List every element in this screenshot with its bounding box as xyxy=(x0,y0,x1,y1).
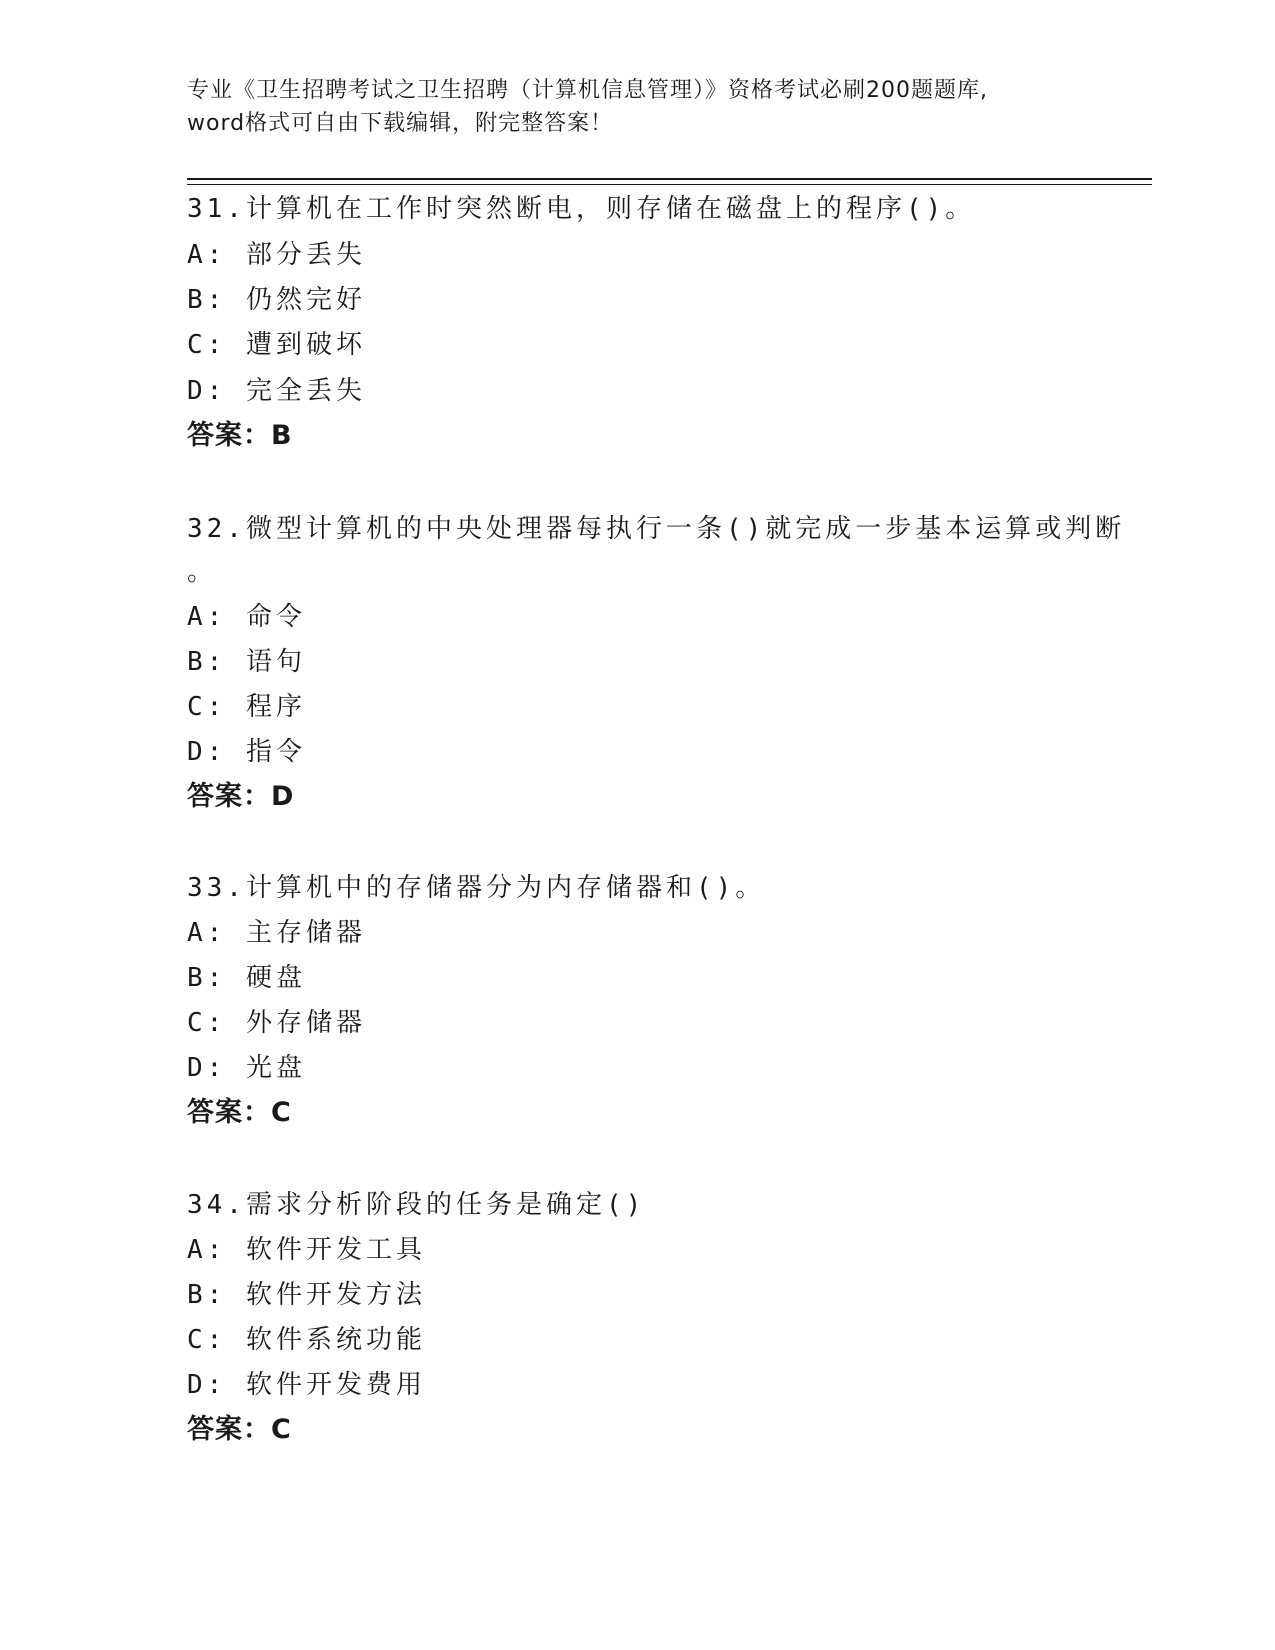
question-32-option-d: D: 指令 xyxy=(187,737,306,767)
header-divider-thick xyxy=(187,178,1152,180)
question-31-option-d: D: 完全丢失 xyxy=(187,376,366,406)
question-33-option-a: A: 主存储器 xyxy=(187,918,366,948)
question-33-option-c: C: 外存储器 xyxy=(187,1008,366,1038)
question-34-option-a: A: 软件开发工具 xyxy=(187,1235,426,1265)
question-33-stem: 33.计算机中的存储器分为内存储器和()。 xyxy=(187,873,766,903)
question-31-answer: 答案：B xyxy=(187,420,293,451)
header-divider-thin xyxy=(187,184,1152,185)
question-32-option-c: C: 程序 xyxy=(187,692,306,722)
question-31-option-c: C: 遭到破坏 xyxy=(187,330,366,360)
question-32-option-a: A: 命令 xyxy=(187,602,306,632)
question-31-option-a: A: 部分丢失 xyxy=(187,240,366,270)
question-33-option-b: B: 硬盘 xyxy=(187,963,306,993)
question-33-option-d: D: 光盘 xyxy=(187,1053,306,1083)
question-34-option-c: C: 软件系统功能 xyxy=(187,1325,426,1355)
question-32-stem: 32.微型计算机的中央处理器每执行一条()就完成一步基本运算或判断 xyxy=(187,514,1126,544)
question-34-option-d: D: 软件开发费用 xyxy=(187,1370,426,1400)
header-line-2: word格式可自由下载编辑，附完整答案！ xyxy=(187,111,614,136)
question-32-stem-continuation: 。 xyxy=(187,557,218,587)
question-34-stem: 34.需求分析阶段的任务是确定() xyxy=(187,1190,646,1220)
header-line-1: 专业《卫生招聘考试之卫生招聘（计算机信息管理）》资格考试必刷200题题库, xyxy=(187,78,988,103)
document-header xyxy=(187,74,1087,140)
question-31-option-b: B: 仍然完好 xyxy=(187,285,366,315)
question-33-answer: 答案：C xyxy=(187,1097,292,1128)
question-31-stem: 31.计算机在工作时突然断电，则存储在磁盘上的程序()。 xyxy=(187,194,976,224)
question-34-option-b: B: 软件开发方法 xyxy=(187,1280,426,1310)
question-32-option-b: B: 语句 xyxy=(187,647,306,677)
question-32-answer: 答案：D xyxy=(187,781,295,812)
question-34-answer: 答案：C xyxy=(187,1414,292,1445)
